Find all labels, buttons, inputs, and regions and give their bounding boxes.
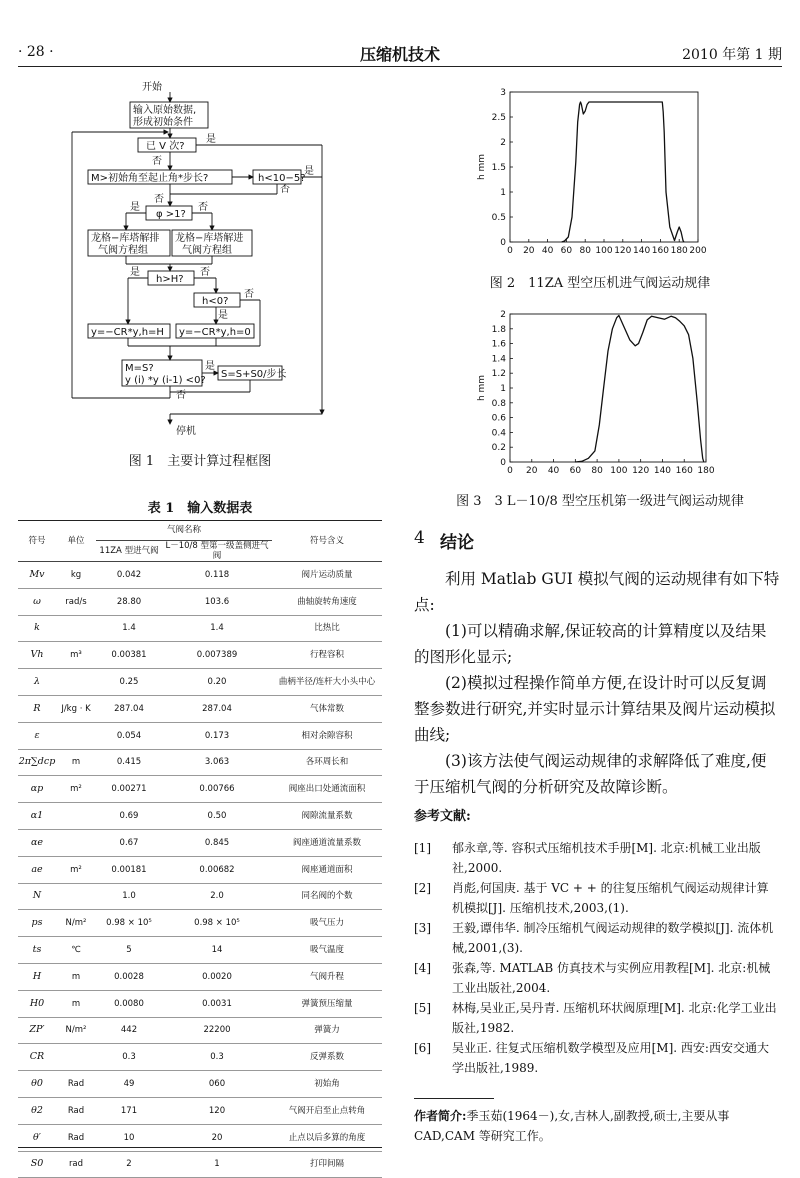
cell-unit: m² [56,856,96,883]
conclusion-para-1: 利用 Matlab GUI 模拟气阀的运动规律有如下特点: [414,570,780,614]
section-title: 结论 [440,533,474,553]
conclusion-para-3: (2)模拟过程操作简单方便,在设计时可以反复调整参数进行研究,并实时显示计算结果及阀片运动模拟曲线; [414,674,776,744]
x-tick-label: 100 [610,466,628,476]
y-tick-label: 2 [500,310,506,320]
reference-number: [3] [414,921,431,935]
fc-cond-h: h<10−5? [258,173,306,184]
x-tick-label: 100 [595,246,613,256]
x-tick-label: 40 [547,466,560,476]
table-row [18,749,382,776]
cell-col2: 0.3 [162,1044,272,1071]
cell-symbol: ε [18,722,56,749]
cell-unit: m [56,963,96,990]
fc-assign-1: y=−CR*y,h=H [91,327,164,338]
y-tick-label: 0.4 [491,428,506,439]
fc-no-h: 否 [280,184,290,195]
cell-meaning: 阀座出口处通流面积 [272,776,382,803]
issue-label: 2010 年第 1 期 [682,47,782,63]
cell-meaning: 气阀升程 [272,963,382,990]
x-tick-label: 80 [591,466,603,476]
x-tick-label: 200 [689,246,707,256]
cell-meaning: 各环周长和 [272,749,382,776]
cell-col2: 0.173 [162,722,272,749]
cell-col1: 49 [96,1071,162,1098]
cell-meaning: 吸气压力 [272,910,382,937]
table-row [18,883,382,910]
table-row [18,910,382,937]
x-tick-label: 80 [579,246,591,256]
table-row [18,588,382,615]
y-axis-label: h mm [477,374,487,402]
conclusion-text [414,566,780,800]
fc-rk-in-2: 气阀方程组 [182,245,232,256]
table-row [18,722,382,749]
cell-col2: 0.0031 [162,990,272,1017]
figure-3-caption: 图 3 3 L－10/8 型空压机第一级进气阀运动规律 [456,494,744,509]
fc-cond-hH: h>H? [156,274,184,285]
cell-unit [56,803,96,830]
reference-number: [6] [414,1041,431,1055]
cell-meaning: 同名阀的个数 [272,883,382,910]
x-tick-label: 60 [569,466,582,476]
cell-unit: rad/s [56,588,96,615]
fc-no-phi: 否 [198,202,208,213]
cell-unit: ℃ [56,937,96,964]
y-tick-label: 2.5 [491,113,506,123]
cell-unit [56,883,96,910]
fc-stop: 停机 [176,426,196,437]
cell-unit: Rad [56,1124,96,1151]
cell-meaning: 初始角 [272,1071,382,1098]
cell-col2: 0.00766 [162,776,272,803]
cell-col2: 0.0020 [162,963,272,990]
cell-meaning: 气阀开启至止点转角 [272,1097,382,1124]
cell-symbol: ω [18,588,56,615]
cell-unit: m² [56,776,96,803]
cell-unit [56,669,96,696]
fc-assign-2: y=−CR*y,h=0 [179,327,251,338]
fc-yes-hH: 是 [130,267,140,278]
th-col2: L－10/8 型第一级盖侧进气阀 [162,541,272,562]
cell-unit [56,722,96,749]
cell-col1: 0.054 [96,722,162,749]
x-tick-label: 160 [651,246,669,256]
x-tick-label: 180 [697,466,715,476]
table-row [18,562,382,589]
table-row [18,856,382,883]
y-tick-label: 0 [500,238,506,248]
cell-col1: 10 [96,1124,162,1151]
reference-number: [1] [414,841,431,855]
cell-symbol: αe [18,829,56,856]
cell-meaning: 行程容积 [272,642,382,669]
cell-col1: 2 [96,1151,162,1178]
reference-text: 吴业正. 往复式压缩机数学模型及应用[M]. 西安:西安交通大学出版社,1989. [452,1041,769,1075]
cell-col1: 171 [96,1097,162,1124]
cell-col1: 0.042 [96,562,162,589]
figure-2-caption: 图 2 11ZA 型空压机进气阀运动规律 [489,276,711,291]
fc-yes-h0: 是 [218,310,228,321]
y-tick-label: 1.6 [491,339,506,350]
cell-symbol: Mv [18,562,56,589]
input-data-table [18,520,382,1178]
cell-col1: 0.0080 [96,990,162,1017]
cell-col1: 5 [96,937,162,964]
table-row [18,829,382,856]
fc-input-2: 形成初始条件 [133,117,193,128]
author-note [414,1106,780,1146]
cell-col1: 0.25 [96,669,162,696]
table-row [18,1071,382,1098]
header-rule [18,66,782,67]
reference-text: 肖彪,何国庚. 基于 VC + + 的往复压缩机气阀运动规律计算机模拟[J]. 压缩机技术,2003,(1). [452,881,769,915]
section-number: 4 [414,528,425,548]
cell-meaning: 止点以后多算的角度 [272,1124,382,1151]
cell-col1: 0.69 [96,803,162,830]
cell-unit: m [56,749,96,776]
fc-cond-m: M>初始角至起止角*步长? [91,173,209,184]
cell-meaning: 阀座通道流量系数 [272,829,382,856]
cell-col2: 1 [162,1151,272,1178]
cell-meaning: 弹簧预压缩量 [272,990,382,1017]
cell-col2: 060 [162,1071,272,1098]
fc-ms-1: M=S? [125,363,154,374]
plot-frame [510,92,698,242]
table-row [18,1097,382,1124]
y-tick-label: 0 [500,458,506,468]
cell-meaning: 阀隙流量系数 [272,803,382,830]
reference-text: 林梅,吴业正,吴丹青. 压缩机环状阀原理[M]. 北京:化学工业出版社,1982. [452,1001,777,1035]
table-row [18,1151,382,1178]
conclusion-para-2: (1)可以精确求解,保证较高的计算精度以及结果的图形化显示; [414,622,767,666]
table-row [18,990,382,1017]
reference-text: 郁永章,等. 容积式压缩机技术手册[M]. 北京:机械工业出版社,2000. [452,841,761,875]
fc-input-1: 输入原始数据, [133,105,197,116]
cell-col1: 0.67 [96,829,162,856]
cell-col2: 0.20 [162,669,272,696]
page-number: · 28 · [18,44,54,60]
y-tick-label: 1.8 [491,324,506,335]
y-tick-label: 2 [500,138,506,148]
cell-symbol: Vh [18,642,56,669]
cell-meaning: 反弹系数 [272,1044,382,1071]
y-tick-label: 3 [500,88,506,98]
cell-col2: 120 [162,1097,272,1124]
fc-rk-in-1: 龙格−库塔解进 [175,233,244,244]
cell-col1: 442 [96,1017,162,1044]
cell-unit [56,615,96,642]
fc-no-h0: 否 [244,289,254,300]
figure-1-caption: 图 1 主要计算过程框图 [128,454,272,469]
reference-text: 王毅,谭伟华. 制冷压缩机气阀运动规律的数学模拟[J]. 流体机械,2001,(3). [452,921,774,955]
cell-unit: N/m² [56,1017,96,1044]
cell-col1: 1.4 [96,615,162,642]
fc-ms-2: y (i) *y (i-1) <0? [125,375,206,386]
cell-symbol: 2π∑dcp [18,749,56,776]
fc-rk-ex-1: 龙格−库塔解排 [91,233,160,244]
y-tick-label: 1 [500,188,506,198]
table-row [18,1124,382,1151]
cell-col2: 0.118 [162,562,272,589]
table-row [18,776,382,803]
cell-col1: 287.04 [96,695,162,722]
cell-col1: 0.0028 [96,963,162,990]
cell-col2: 0.00682 [162,856,272,883]
flowchart-figure-1 [60,80,350,440]
cell-symbol: αp [18,776,56,803]
reference-number: [2] [414,881,431,895]
table-row [18,1044,382,1071]
table-row [18,669,382,696]
footnote-rule [414,1098,494,1099]
x-tick-label: 140 [653,466,672,476]
cell-symbol: R [18,695,56,722]
table-row [18,937,382,964]
cell-col1: 0.00181 [96,856,162,883]
cell-col2: 2.0 [162,883,272,910]
cell-col2: 1.4 [162,615,272,642]
journal-title: 压缩机技术 [359,45,440,64]
cell-symbol: N [18,883,56,910]
valve-lift-curve [562,102,684,242]
x-tick-label: 120 [632,466,650,476]
cell-unit: m³ [56,642,96,669]
cell-col1: 1.0 [96,883,162,910]
cell-unit: Rad [56,1097,96,1124]
cell-meaning: 比热比 [272,615,382,642]
fc-no-v: 否 [152,156,162,167]
th-unit: 单位 [56,520,96,562]
fc-cond-v: 已 V 次? [146,141,185,152]
valve-lift-curve [575,316,704,463]
fc-no-m: 否 [154,194,164,205]
cell-symbol: S0 [18,1151,56,1178]
fc-yes-ms: 是 [205,361,215,372]
cell-meaning: 曲柄半径/连杆大小头中心 [272,669,382,696]
cell-symbol: θ2 [18,1097,56,1124]
author-text: 季玉茹(1964－),女,吉林人,副教授,硕士,主要从事 CAD,CAM 等研究工作。 [414,1109,730,1143]
y-tick-label: 0.2 [491,443,506,454]
author-label: 作者简介: [414,1109,467,1123]
cell-col2: 14 [162,937,272,964]
th-meaning: 符号含义 [272,520,382,562]
cell-unit [56,829,96,856]
reference-number: [4] [414,961,431,975]
cell-symbol: ae [18,856,56,883]
cell-meaning: 相对余隙容积 [272,722,382,749]
table-row [18,963,382,990]
cell-col1: 0.98 × 10⁵ [96,910,162,937]
cell-unit: N/m² [56,910,96,937]
y-tick-label: 0.5 [491,213,506,223]
cell-col1: 28.80 [96,588,162,615]
cell-meaning: 阀座通道面积 [272,856,382,883]
th-symbol: 符号 [18,520,56,562]
cell-meaning: 阀片运动质量 [272,562,382,589]
cell-symbol: H [18,963,56,990]
table-row [18,642,382,669]
cell-meaning: 曲轴旋转角速度 [272,588,382,615]
x-tick-label: 180 [670,246,688,256]
cell-col1: 0.415 [96,749,162,776]
cell-col1: 0.3 [96,1044,162,1071]
cell-symbol: θ0 [18,1071,56,1098]
fc-yes-v: 是 [206,134,216,145]
fc-start: 开始 [142,82,162,93]
cell-symbol: k [18,615,56,642]
th-col1: 11ZA 型进气阀 [96,541,162,562]
x-tick-label: 0 [507,466,513,476]
fc-yes-h: 是 [304,166,314,177]
cell-meaning: 吸气温度 [272,937,382,964]
cell-meaning: 弹簧力 [272,1017,382,1044]
cell-symbol: θ′ [18,1124,56,1151]
cell-col1: 0.00271 [96,776,162,803]
x-tick-label: 140 [633,246,651,256]
references-title: 参考文献: [414,809,471,824]
cell-col2: 3.063 [162,749,272,776]
fc-no-ms: 否 [176,390,186,401]
y-tick-label: 1.4 [491,354,506,365]
chart-figure-2 [470,84,720,264]
fc-rk-ex-2: 气阀方程组 [98,245,148,256]
x-tick-label: 40 [541,246,554,256]
cell-unit [56,1044,96,1071]
cell-col2: 20 [162,1124,272,1151]
cell-symbol: H0 [18,990,56,1017]
th-group: 气阀名称 [96,520,272,541]
reference-number: [5] [414,1001,431,1015]
cell-symbol: ps [18,910,56,937]
fc-update-s: S=S+S0/步长 [221,369,287,380]
reference-text: 张森,等. MATLAB 仿真技术与实例应用教程[M]. 北京:机械工业出版社,2004. [452,961,771,995]
cell-meaning: 气体常数 [272,695,382,722]
y-tick-label: 0.6 [491,413,506,424]
cell-col1: 0.00381 [96,642,162,669]
cell-col2: 287.04 [162,695,272,722]
cell-col2: 0.845 [162,829,272,856]
y-axis-label: h mm [477,153,487,181]
cell-unit: rad [56,1151,96,1178]
cell-col2: 0.98 × 10⁵ [162,910,272,937]
cell-meaning: 打印间隔 [272,1151,382,1178]
x-tick-label: 0 [507,246,513,256]
cell-symbol: CR [18,1044,56,1071]
x-tick-label: 60 [560,246,573,256]
table-row [18,615,382,642]
cell-symbol: α1 [18,803,56,830]
fc-no-hH: 否 [200,267,210,278]
y-tick-label: 0.8 [491,398,506,409]
x-tick-label: 160 [675,466,693,476]
x-tick-label: 120 [614,246,632,256]
cell-col2: 0.007389 [162,642,272,669]
plot-frame [510,314,706,462]
cell-unit: J/kg · K [56,695,96,722]
conclusion-para-4: (3)该方法使气阀运动规律的求解降低了难度,便于压缩机气阀的分析研究及故障诊断。 [414,752,767,796]
y-tick-label: 1.5 [491,163,506,173]
table-row [18,695,382,722]
cell-symbol: λ [18,669,56,696]
fc-cond-h0: h<0? [202,296,229,307]
fc-cond-phi: φ >1? [156,209,186,220]
cell-col2: 0.50 [162,803,272,830]
cell-symbol: ts [18,937,56,964]
cell-col2: 22200 [162,1017,272,1044]
x-tick-label: 20 [526,466,538,476]
table-1-caption: 表 1 输入数据表 [147,501,253,516]
cell-unit: kg [56,562,96,589]
cell-symbol: ZP′ [18,1017,56,1044]
fc-yes-phi: 是 [130,202,140,213]
y-tick-label: 1.2 [491,369,506,380]
chart-figure-3 [470,306,720,484]
y-tick-label: 1 [500,384,506,394]
cell-unit: Rad [56,1071,96,1098]
cell-col2: 103.6 [162,588,272,615]
table-row [18,1017,382,1044]
cell-unit: m [56,990,96,1017]
table-row [18,803,382,830]
x-tick-label: 20 [523,246,535,256]
